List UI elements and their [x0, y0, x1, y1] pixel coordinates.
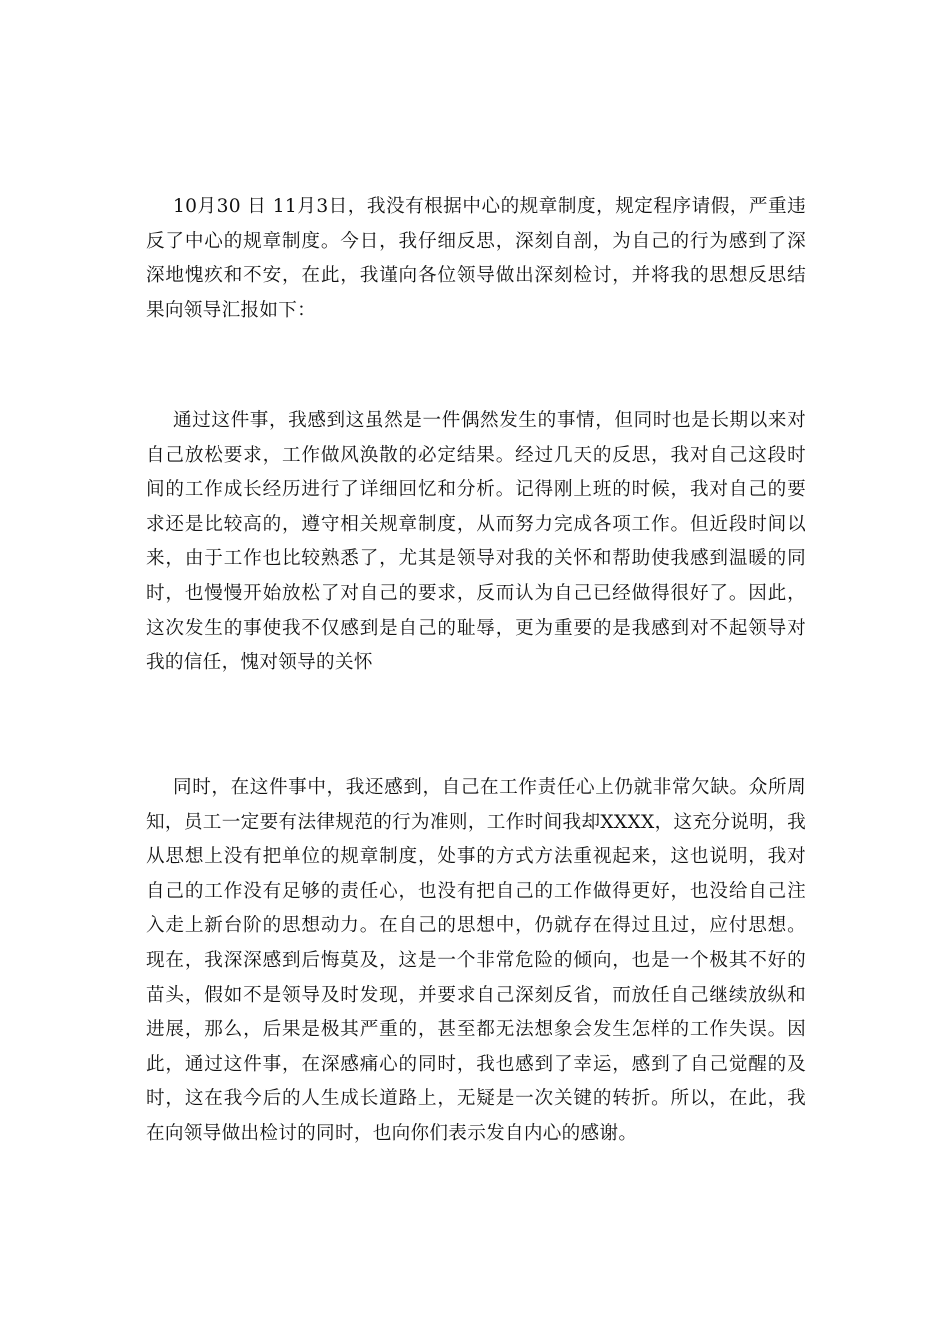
paragraph-1: 10月30 日 11月3日，我没有根据中心的规章制度，规定程序请假，严重违反了中心的规章制度。今日，我仔细反思，深刻自剖，为自己的行为感到了深深地愧疚和不安，在此，我谨向各位领导做出深刻检讨，并将我的思想反思结果向领导汇报如下：: [146, 196, 806, 321]
paragraph-3: 同时，在这件事中，我还感到，自己在工作责任心上仍就非常欠缺。众所周知，员工一定要有法律规范的行为准则，工作时间我却XXXX，这充分说明，我从思想上没有把单位的规章制度，处事的方式方法重视起来，这也说明，我对自己的工作没有足够的责任心，也没有把自己的工作做得更好，也没给自己注入走上新台阶的思想动力。在自己的思想中，仍就存在得过且过，应付思想。现在，我深深感到后悔莫及，这是一个非常危险的倾向，也是一个极其不好的苗头，假如不是领导及时发现，并要求自己深刻反省，而放任自己继续放纵和进展，那么，后果是极其严重的，甚至都无法想象会发生怎样的工作失误。因此，通过这件事，在深感痛心的同时，我也感到了幸运，感到了自己觉醒的及时，这在我今后的人生成长道路上，无疑是一次关键的转折。所以，在此，我在向领导做出检讨的同时，也向你们表示发自内心的感谢。: [146, 777, 806, 1144]
paragraph-2: 通过这件事，我感到这虽然是一件偶然发生的事情，但同时也是长期以来对自己放松要求，工作做风涣散的必定结果。经过几天的反思，我对自己这段时间的工作成长经历进行了详细回忆和分析。记得刚上班的时候，我对自己的要求还是比较高的，遵守相关规章制度，从而努力完成各项工作。但近段时间以来，由于工作也比较熟悉了，尤其是领导对我的关怀和帮助使我感到温暖的同时，也慢慢开始放松了对自己的要求，反而认为自己已经做得很好了。因此，这次发生的事使我不仅感到是自己的耻辱，更为重要的是我感到对不起领导对我的信任，愧对领导的关怀: [146, 410, 806, 674]
